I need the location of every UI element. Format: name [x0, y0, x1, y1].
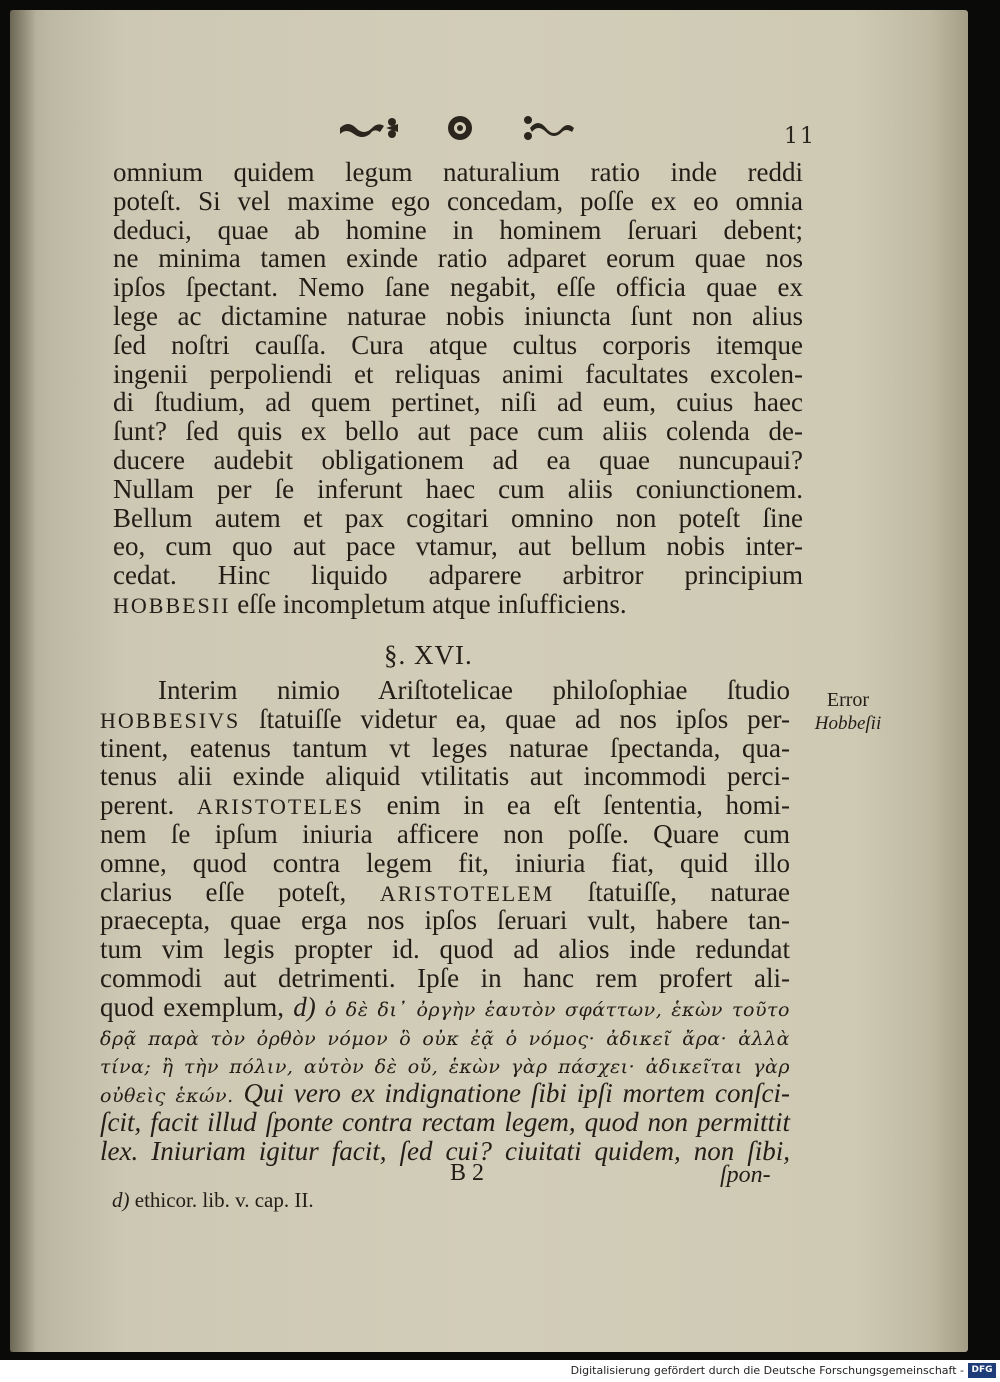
catchword: ſpon- — [720, 1162, 771, 1188]
section-heading: §. XVI. — [384, 640, 473, 670]
text-line: ſcit, facit illud ſponte contra rectam legem, quod non permittit — [100, 1106, 790, 1137]
text-line: ſed noſtri cauſſa. Cura atque cultus corporis itemque — [113, 329, 803, 360]
margin-note — [808, 688, 888, 736]
author-name: HOBBESII — [113, 592, 231, 618]
text-line: Interim nimio Ariſtotelicae philoſophiae ſtudio — [158, 675, 790, 705]
text-line: nem ſe ipſum iniuria afficere non poſſe. Quare cum — [100, 818, 790, 849]
text-line: Bellum autem et pax cogitari omnino non poteſt ſine — [113, 502, 803, 533]
text-line: deduci, quae ab homine in hominem ſeruari debent; — [113, 214, 803, 245]
text-line: eo, cum quo aut pace vtamur, aut bellum nobis inter- — [113, 531, 803, 562]
text-line — [100, 1022, 790, 1051]
text-line: ipſos ſpectant. Nemo ſane negabit, eſſe officia quae ex — [113, 272, 803, 303]
paragraph-section-xvi — [100, 676, 790, 1166]
ornament-headpiece-icon — [330, 108, 590, 148]
author-name: ARISTOTELEM — [379, 880, 555, 906]
text-line: clarius eſſe poteſt, ARISTOTELEM ſtatuiſſe, naturae — [100, 876, 790, 907]
text-line: perent. ARISTOTELES enim in ea eſt ſententia, homi- — [100, 790, 790, 821]
text-line — [100, 1050, 790, 1079]
text-line: poteſt. Si vel maxime ego concedam, poſſe ex eo omnia — [113, 185, 803, 216]
greek-quotation: οὐθεὶς ἑκών. — [100, 1085, 234, 1108]
text-line: cedat. Hinc liquido adparere arbitror principium — [113, 560, 803, 591]
text-line: Nullam per ſe inferunt haec cum aliis coniunctionem. — [113, 473, 803, 504]
text-line: lex. Iniuriam igitur facit, ſed cui? ciuitati quidem, non ſibi, — [100, 1135, 790, 1166]
page-gutter-shadow — [10, 10, 36, 1352]
text-line — [100, 1079, 790, 1108]
footer-credit: Digitalisierung gefördert durch die Deutsche Forschungsgemeinschaft - — [570, 1364, 964, 1377]
footnote: d) ethicor. lib. v. cap. II. — [112, 1188, 314, 1212]
text-line: tum vim legis propter id. quod ad alios inde redundat — [100, 934, 790, 965]
greek-quotation: δρᾷ παρὰ τὸν ὀρθὸν νόμον ὃ οὐκ ἐᾷ ὁ νόμος· ἀδικεῖ ἄρα· ἀλλὰ — [100, 1027, 790, 1050]
text-line: HOBBESIVS ſtatuiſſe videtur ea, quae ad nos ipſos per- — [100, 703, 790, 734]
text-line: ſunt? ſed quis ex bello aut pace cum aliis colenda de- — [113, 416, 803, 447]
text-line: omnium quidem legum naturalium ratio inde reddi — [113, 157, 803, 187]
greek-quotation: τίνα; ἢ τὴν πόλιν, αὑτὸν δὲ οὔ, ἑκὼν γὰρ πάσχει· ἀδικεῖται γὰρ — [100, 1056, 790, 1079]
text-line: quod exemplum, d) ὁ δὲ δι᾽ ὀργὴν ἑαυτὸν σφάττων, ἑκὼν τοῦτο — [100, 991, 790, 1022]
text-line: tinent, eatenus tantum vt leges naturae ſpectanda, qua- — [100, 732, 790, 763]
text-line: HOBBESII eſſe incompletum atque inſufficiens. — [113, 588, 627, 619]
text-line: di ſtudium, ad quem pertinet, niſi ad eum, cuius haec — [113, 387, 803, 418]
footnote-marker: d) — [112, 1188, 130, 1212]
latin-translation: Qui vero ex indignatione ſibi ipſi mortem conſci- — [233, 1078, 790, 1109]
page-number: 11 — [784, 124, 816, 149]
signature-mark: B 2 — [450, 1160, 485, 1186]
dfg-logo-icon: DFG — [968, 1363, 996, 1378]
author-name: ARISTOTELES — [196, 794, 364, 820]
text-line: ingenii perpoliendi et reliquas animi facultates excolen- — [113, 358, 803, 389]
text-line: commodi aut detrimenti. Ipſe in hanc rem profert ali- — [100, 962, 790, 993]
text-line: lege ac dictamine naturae nobis iniuncta ſunt non alius — [113, 300, 803, 331]
text-line: ducere audebit obligationem ad ea quae nuncupaui? — [113, 444, 803, 475]
author-name: HOBBESIVS — [100, 707, 241, 733]
paragraph-continuation — [113, 158, 803, 619]
footnote-reference: d) — [293, 991, 316, 1022]
margin-note-line: Error — [826, 689, 870, 711]
text-line: ne minima tamen exinde ratio adparet eorum quae nos — [113, 243, 803, 274]
footer-bar — [0, 1360, 1000, 1382]
margin-note-line: Hobbeſii — [814, 713, 882, 734]
text-line: praecepta, quae erga nos ipſos ſeruari vult, habere tan- — [100, 905, 790, 936]
text-line: tenus alii exinde aliquid vtilitatis aut incommodi perci- — [100, 761, 790, 792]
text-line: omne, quod contra legem fit, iniuria fiat, quid illo — [100, 847, 790, 878]
greek-quotation: ὁ δὲ δι᾽ ὀργὴν ἑαυτὸν σφάττων, ἑκὼν τοῦτο — [315, 998, 790, 1021]
